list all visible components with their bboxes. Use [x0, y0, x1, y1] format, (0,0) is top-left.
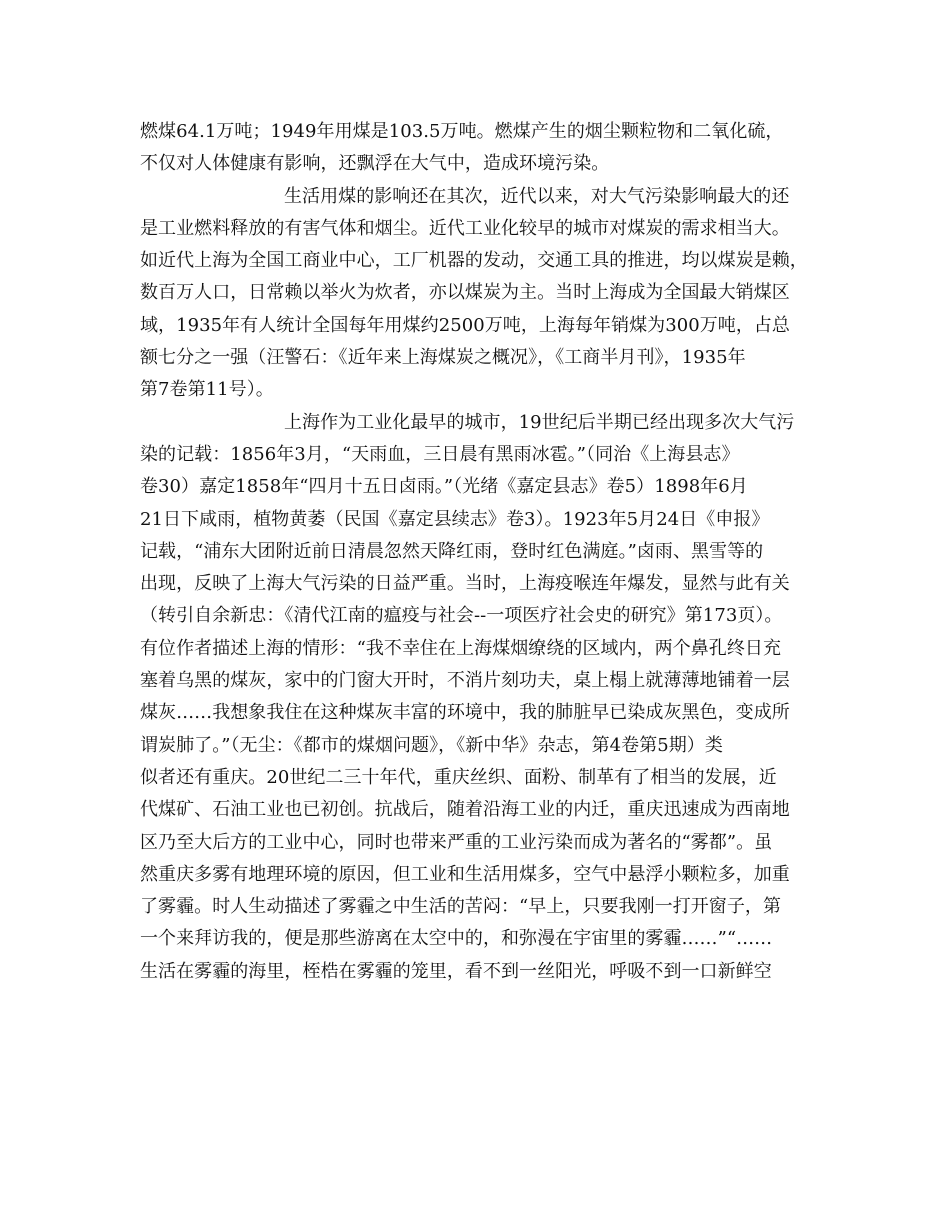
text-line: （转引自余新忠：《清代江南的瘟疫与社会--一项医疗社会史的研究》第173页）。	[140, 605, 783, 627]
text-line: 一个来拜访我的，便是那些游离在太空中的，和弥漫在宇宙里的雾霾……”“……	[140, 928, 773, 950]
text-line: 似者还有重庆。20世纪二三十年代，重庆丝织、面粉、制革有了相当的发展，近	[140, 766, 777, 788]
text-line: 出现，反映了上海大气污染的日益严重。当时，上海疫喉连年爆发，显然与此有关	[140, 573, 790, 595]
text-line: 区乃至大后方的工业中心，同时也带来严重的工业污染而成为著名的“雾都”。虽	[140, 831, 773, 853]
text-line: 域，1935年有人统计全国每年用煤约2500万吨，上海每年销煤为300万吨，占总	[140, 314, 790, 336]
text-line: 然重庆多雾有地理环境的原因，但工业和生活用煤多，空气中悬浮小颗粒多，加重	[140, 863, 790, 885]
text-line: 是工业燃料释放的有害气体和烟尘。近代工业化较早的城市对煤炭的需求相当大。	[140, 217, 790, 239]
text-line: 不仅对人体健康有影响，还飘浮在大气中，造成环境污染。	[140, 153, 610, 175]
text-line: 生活在雾霾的海里，桎梏在雾霾的笼里，看不到一丝阳光，呼吸不到一口新鲜空	[140, 960, 772, 982]
text-line: 如近代上海为全国工商业中心，工厂机器的发动，交通工具的推进，均以煤炭是赖，	[140, 250, 808, 272]
text-line: 数百万人口，日常赖以举火为炊者，亦以煤炭为主。当时上海成为全国最大销煤区	[140, 282, 790, 304]
text-line: 有位作者描述上海的情形：“我不幸住在上海煤烟缭绕的区域内，两个鼻孔终日充	[140, 637, 781, 659]
text-line: 了雾霾。时人生动描述了雾霾之中生活的苦闷：“早上，只要我刚一打开窗子，第	[140, 896, 781, 918]
text-line: 染的记载：1856年3月，“天雨血，三日晨有黑雨冰雹。”（同治《上海县志》	[140, 443, 740, 465]
text-line: 燃煤64.1万吨；1949年用煤是103.5万吨。燃煤产生的烟尘颗粒物和二氧化硫，	[140, 121, 784, 142]
text-line: 记载，“浦东大团附近前日清晨忽然天降红雨，登时红色满庭。”卤雨、黑雪等的	[140, 540, 764, 562]
text-line: 21日下咸雨，植物黄萎（民国《嘉定县续志》卷3）。1923年5月24日《申报》	[140, 508, 770, 530]
text-line: 第7卷第11号）。	[140, 379, 274, 401]
text-line: 额七分之一强（汪警石：《近年来上海煤炭之概况》，《工商半月刊》，1935年	[140, 347, 746, 369]
text-line: 煤灰……我想象我住在这种煤灰丰富的环境中，我的肺脏早已染成灰黑色，变成所	[140, 702, 790, 724]
text-line: 卷30）嘉定1858年“四月十五日卤雨。”（光绪《嘉定县志》卷5）1898年6月	[140, 476, 748, 498]
paragraph-first-line: 生活用煤的影响还在其次，近代以来，对大气污染影响最大的还	[284, 185, 790, 207]
paragraph-first-line: 上海作为工业化最早的城市，19世纪后半期已经出现多次大气污	[284, 411, 795, 433]
text-line: 代煤矿、石油工业也已初创。抗战后，随着沿海工业的内迁，重庆迅速成为西南地	[140, 799, 790, 821]
text-line: 塞着乌黑的煤灰，家中的门窗大开时，不消片刻功夫，桌上榻上就薄薄地铺着一层	[140, 670, 790, 692]
body-text	[140, 116, 812, 988]
text-line: 谓炭肺了。”（无尘：《都市的煤烟问题》，《新中华》杂志，第4卷第5期）类	[140, 734, 723, 756]
